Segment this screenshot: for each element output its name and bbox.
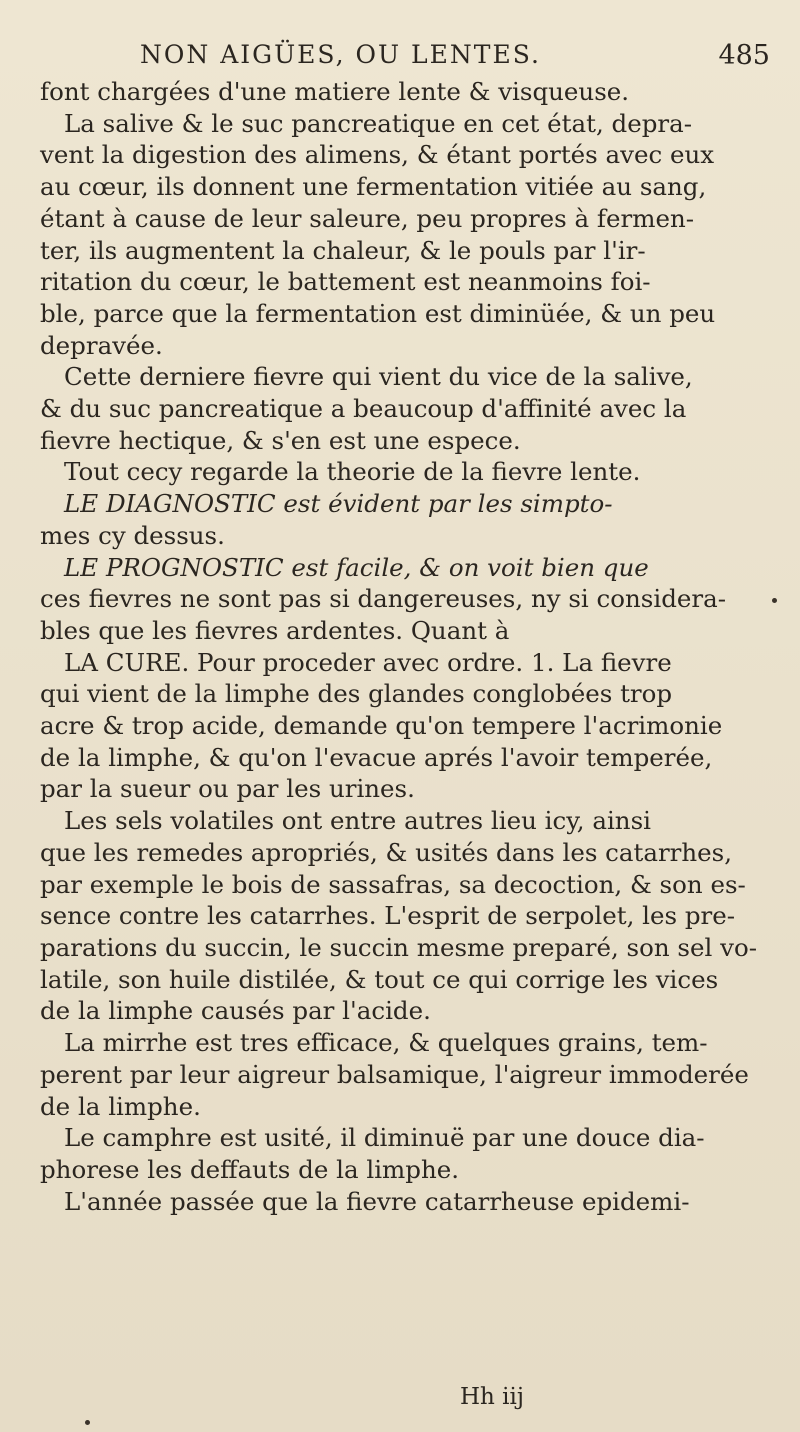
signature-mark: Hh iij (460, 1384, 525, 1410)
text-line: par exemple le bois de sassafras, sa decoction, & son es- (40, 869, 746, 899)
text-line: ces fievres ne sont pas si dangereuses, ny si considera- (40, 584, 726, 614)
text-line: phorese les deffauts de la limphe. (40, 1154, 460, 1184)
body-text (40, 76, 770, 1217)
text-line: ritation du cœur, le battement est neanmoins foi- (40, 267, 651, 297)
ink-speck (772, 598, 777, 603)
text-line: bles que les fievres ardentes. Quant à (40, 615, 510, 645)
prognostic-line: LE PROGNOSTIC est facile, & on voit bien que (64, 552, 649, 582)
text-line: qui vient de la limphe des glandes conglobées trop (40, 679, 673, 709)
text-line: La mirrhe est tres efficace, & quelques grains, tem- (64, 1028, 708, 1058)
ink-speck (85, 1420, 90, 1425)
text-line: acre & trop acide, demande qu'on tempere l'acrimonie (40, 711, 723, 741)
text-line: vent la digestion des alimens, & étant portés avec eux (40, 140, 715, 170)
text-line: ble, parce que la fermentation est diminüée, & un peu (40, 298, 716, 328)
text-line: perent par leur aigreur balsamique, l'aigreur immoderée (40, 1059, 749, 1089)
page-header (40, 40, 770, 76)
text-line: fievre hectique, & s'en est une espece. (40, 425, 521, 455)
text-line: étant à cause de leur saleure, peu propres à fermen- (40, 203, 694, 233)
text-line: depravée. (40, 330, 163, 360)
text-line: ter, ils augmentent la chaleur, & le pouls par l'ir- (40, 235, 646, 265)
text-line: de la limphe causés par l'acide. (40, 996, 431, 1026)
text-line: La salive & le suc pancreatique en cet état, depra- (64, 108, 693, 138)
running-head: NON AIGÜES, OU LENTES. (140, 40, 541, 69)
text-line: Les sels volatiles ont entre autres lieu icy, ainsi (64, 806, 651, 836)
diagnostic-line: LE DIAGNOSTIC est évident par les simpto- (64, 489, 613, 519)
text-line: font chargées d'une matiere lente & visqueuse. (40, 77, 630, 106)
text-line: Cette derniere fievre qui vient du vice de la salive, (64, 362, 693, 392)
page-number: 485 (718, 40, 770, 71)
text-line: de la limphe, & qu'on l'evacue aprés l'avoir temperée, (40, 742, 713, 772)
text-line: Le camphre est usité, il diminuë par une douce dia- (64, 1123, 705, 1153)
text-line: mes cy dessus. (40, 520, 225, 550)
text-line: que les remedes apropriés, & usités dans les catarrhes, (40, 837, 733, 867)
text-line: de la limphe. (40, 1091, 201, 1121)
text-line: latile, son huile distilée, & tout ce qui corrige les vices (40, 964, 719, 994)
text-line: parations du succin, le succin mesme preparé, son sel vo- (40, 932, 757, 962)
text-line: L'année passée que la fievre catarrheuse epidemi- (64, 1186, 690, 1216)
text-line: sence contre les catarrhes. L'esprit de serpolet, les pre- (40, 901, 736, 931)
cure-line: LA CURE. Pour proceder avec ordre. 1. La fievre (64, 647, 672, 677)
text-line: Tout cecy regarde la theorie de la fievre lente. (64, 457, 641, 487)
text-line: au cœur, ils donnent une fermentation vitiée au sang, (40, 172, 707, 202)
text-line: par la sueur ou par les urines. (40, 774, 415, 804)
text-line: & du suc pancreatique a beaucoup d'affinité avec la (40, 394, 687, 424)
